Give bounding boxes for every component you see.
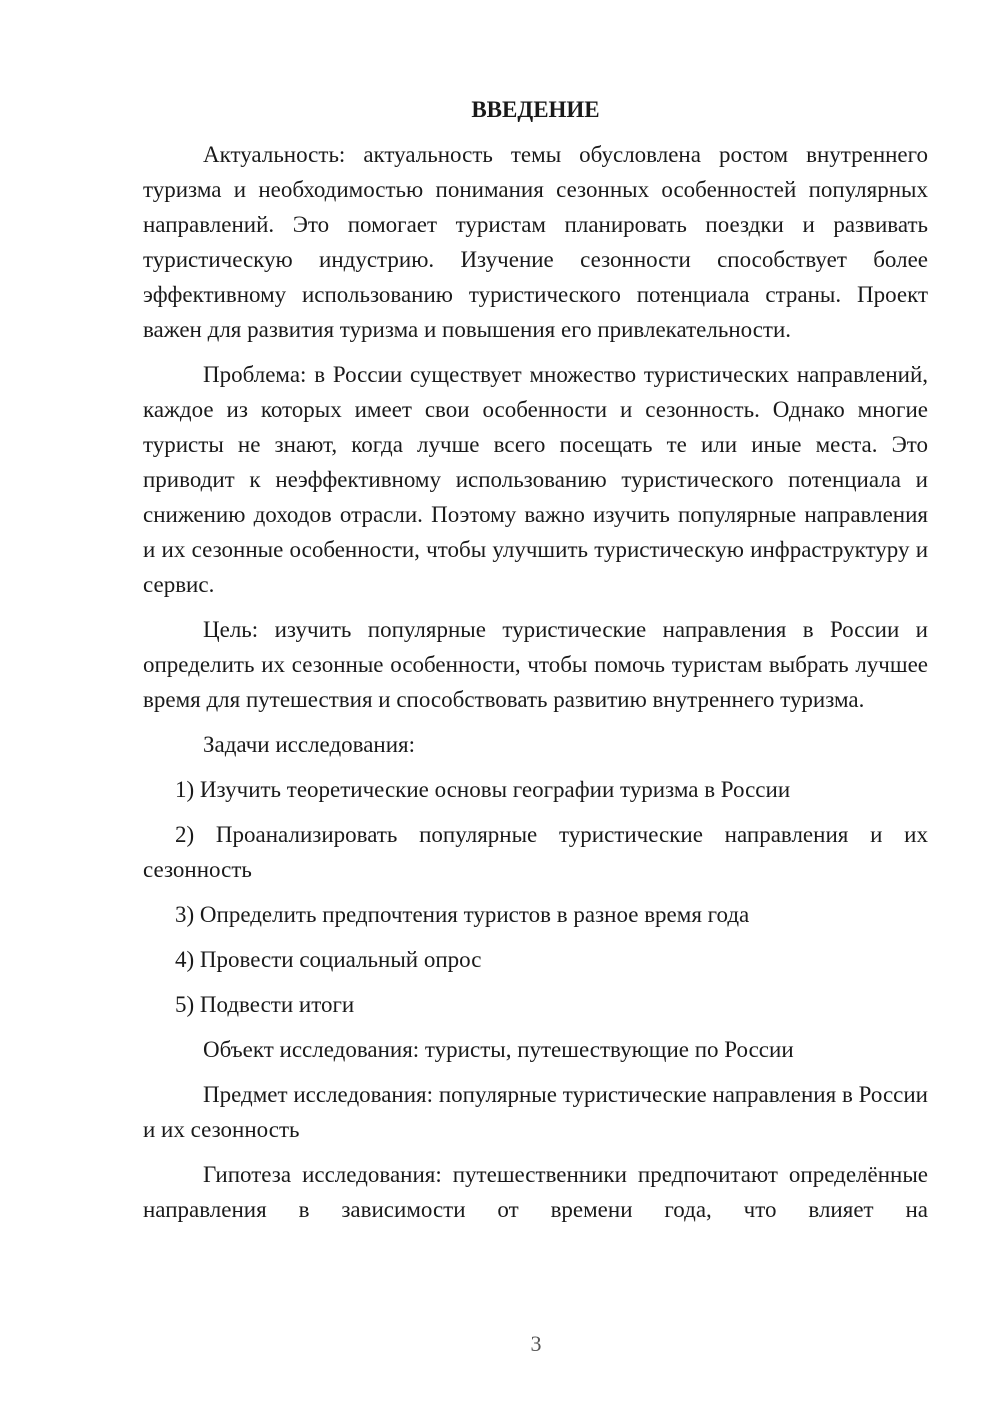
paragraph-object: Объект исследования: туристы, путешествующие по России — [203, 1037, 794, 1062]
list-item: 1) Изучить теоретические основы географии туризма в России — [175, 777, 791, 802]
list-item: 4) Провести социальный опрос — [175, 947, 482, 972]
page-title: ВВЕДЕНИЕ — [471, 97, 600, 122]
paragraph-goal: Цель: изучить популярные туристические направления в России и определить их сезонные особенности, чтобы помочь туристам выбрать лучшее время для путешествия и способствовать развитию внутреннего туризма. — [143, 617, 928, 712]
paragraph-hypothesis: Гипотеза исследования: путешественники предпочитают определённые направления в зависимости от времени года, что влияет на — [143, 1162, 928, 1222]
paragraph-relevance: Актуальность: актуальность темы обусловлена ростом внутреннего туризма и необходимостью понимания сезонных особенностей популярных направлений. Это помогает туристам планировать поездки и развивать туристическую индустрию. Изучение сезонности способствует более эффективному использованию туристического потенциала страны. Проект важен для развития туризма и повышения его привлекательности. — [143, 142, 928, 342]
page-number: 3 — [530, 1331, 542, 1356]
list-item: 5) Подвести итоги — [175, 992, 355, 1017]
list-item: 2) Проанализировать популярные туристические направления и их сезонность — [143, 822, 928, 882]
paragraph-problem: Проблема: в России существует множество туристических направлений, каждое из которых имеет свои особенности и сезонность. Однако многие туристы не знают, когда лучше всего посещать те или иные места. Это приводит к неэффективному использованию туристического потенциала и снижению доходов отрасли. Поэтому важно изучить популярные направления и их сезонные особенности, чтобы улучшить туристическую инфраструктуру и сервис. — [143, 362, 928, 597]
document-page — [143, 92, 928, 1227]
paragraph-subject: Предмет исследования: популярные туристические направления в России и их сезонность — [143, 1082, 928, 1142]
list-item: 3) Определить предпочтения туристов в разное время года — [175, 902, 750, 927]
paragraph-tasks-heading: Задачи исследования: — [203, 732, 416, 757]
